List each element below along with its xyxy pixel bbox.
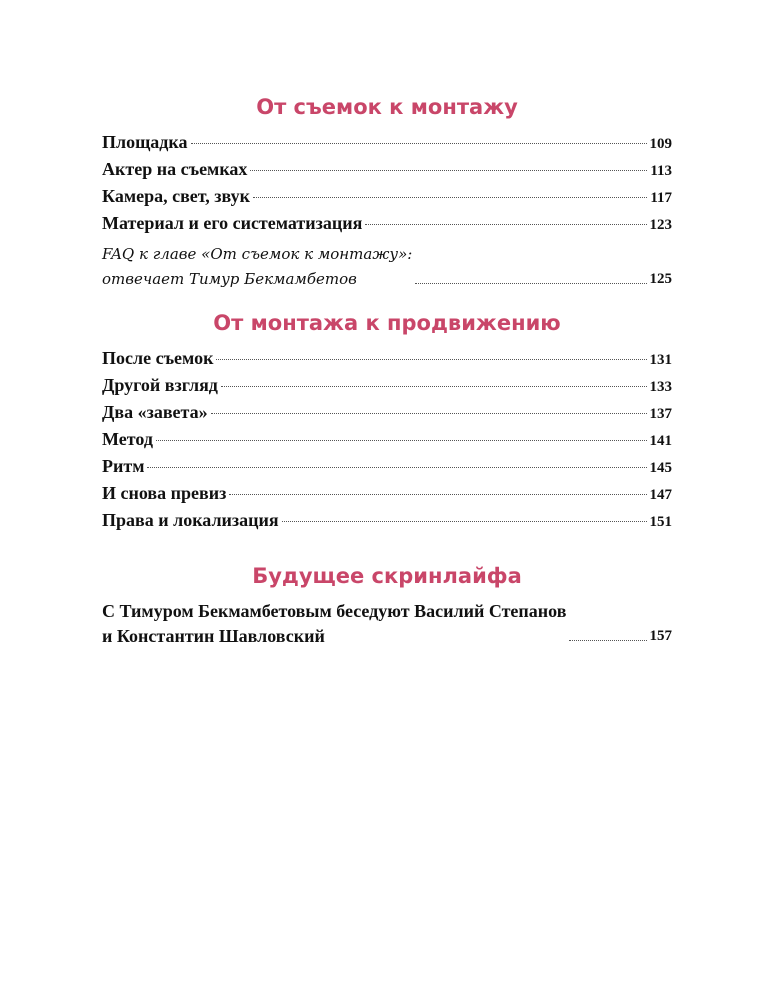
- toc-section-3: [102, 561, 672, 649]
- entry-page: 157: [649, 628, 672, 644]
- dot-leader: [211, 413, 647, 414]
- toc-entry: [102, 454, 672, 481]
- entry-title: Два «завета»: [102, 402, 208, 422]
- entry-title-line-2: и Константин Шавловский: [102, 626, 325, 646]
- toc-entry: [102, 427, 672, 454]
- entry-title: Камера, свет, звук: [102, 186, 250, 206]
- entry-title: И снова превиз: [102, 483, 227, 503]
- dot-leader: [191, 143, 647, 144]
- section-title: Будущее скринлайфа: [252, 564, 522, 588]
- toc-entry-interview: [102, 599, 672, 649]
- toc-entry: [102, 130, 672, 157]
- dot-leader: [569, 640, 646, 641]
- entry-title: Другой взгляд: [102, 375, 218, 395]
- dot-leader: [415, 283, 646, 284]
- toc-entry: [102, 373, 672, 400]
- dot-leader: [229, 494, 646, 495]
- dot-leader: [250, 170, 647, 171]
- dot-leader: [156, 440, 647, 441]
- entry-page: 123: [649, 217, 672, 233]
- toc-entry: [102, 211, 672, 238]
- entry-title: После съемок: [102, 348, 214, 368]
- entry-page: 151: [649, 514, 672, 530]
- entry-title: Метод: [102, 429, 153, 449]
- dot-leader: [365, 224, 646, 225]
- entry-page: 125: [649, 271, 672, 287]
- section-title: От съемок к монтажу: [256, 95, 518, 119]
- entry-page: 141: [649, 433, 672, 449]
- dot-leader: [253, 197, 647, 198]
- toc-entry-faq: [102, 242, 672, 292]
- entry-page: 147: [649, 487, 672, 503]
- dot-leader: [282, 521, 647, 522]
- entry-title-line-2: отвечает Тимур Бекмамбетов: [102, 270, 357, 288]
- dot-leader: [216, 359, 646, 360]
- toc-entry: [102, 184, 672, 211]
- entry-title-line-1: С Тимуром Бекмамбетовым беседуют Василий Степанов: [102, 601, 567, 621]
- toc-section-2: [102, 308, 672, 535]
- entry-title: Ритм: [102, 456, 145, 476]
- entry-page: 113: [650, 163, 672, 179]
- toc-entry: [102, 508, 672, 535]
- entry-page: 117: [650, 190, 672, 206]
- entry-title: Площадка: [102, 132, 188, 152]
- entry-title: Материал и его систематизация: [102, 213, 363, 233]
- dot-leader: [147, 467, 646, 468]
- entry-title-line-1: FAQ к главе «От съемок к монтажу»:: [102, 245, 413, 263]
- entry-page: 137: [649, 406, 672, 422]
- toc-entry: [102, 481, 672, 508]
- entry-page: 133: [649, 379, 672, 395]
- toc-entry: [102, 400, 672, 427]
- entry-title: Права и локализация: [102, 510, 279, 530]
- entry-page: 109: [649, 136, 672, 152]
- table-of-contents: [102, 92, 672, 649]
- toc-entry: [102, 346, 672, 373]
- toc-entry: [102, 157, 672, 184]
- toc-section-1: [102, 92, 672, 292]
- entry-page: 145: [649, 460, 672, 476]
- entry-title: Актер на съемках: [102, 159, 248, 179]
- entry-page: 131: [649, 352, 672, 368]
- section-title: От монтажа к продвижению: [213, 311, 561, 335]
- dot-leader: [221, 386, 647, 387]
